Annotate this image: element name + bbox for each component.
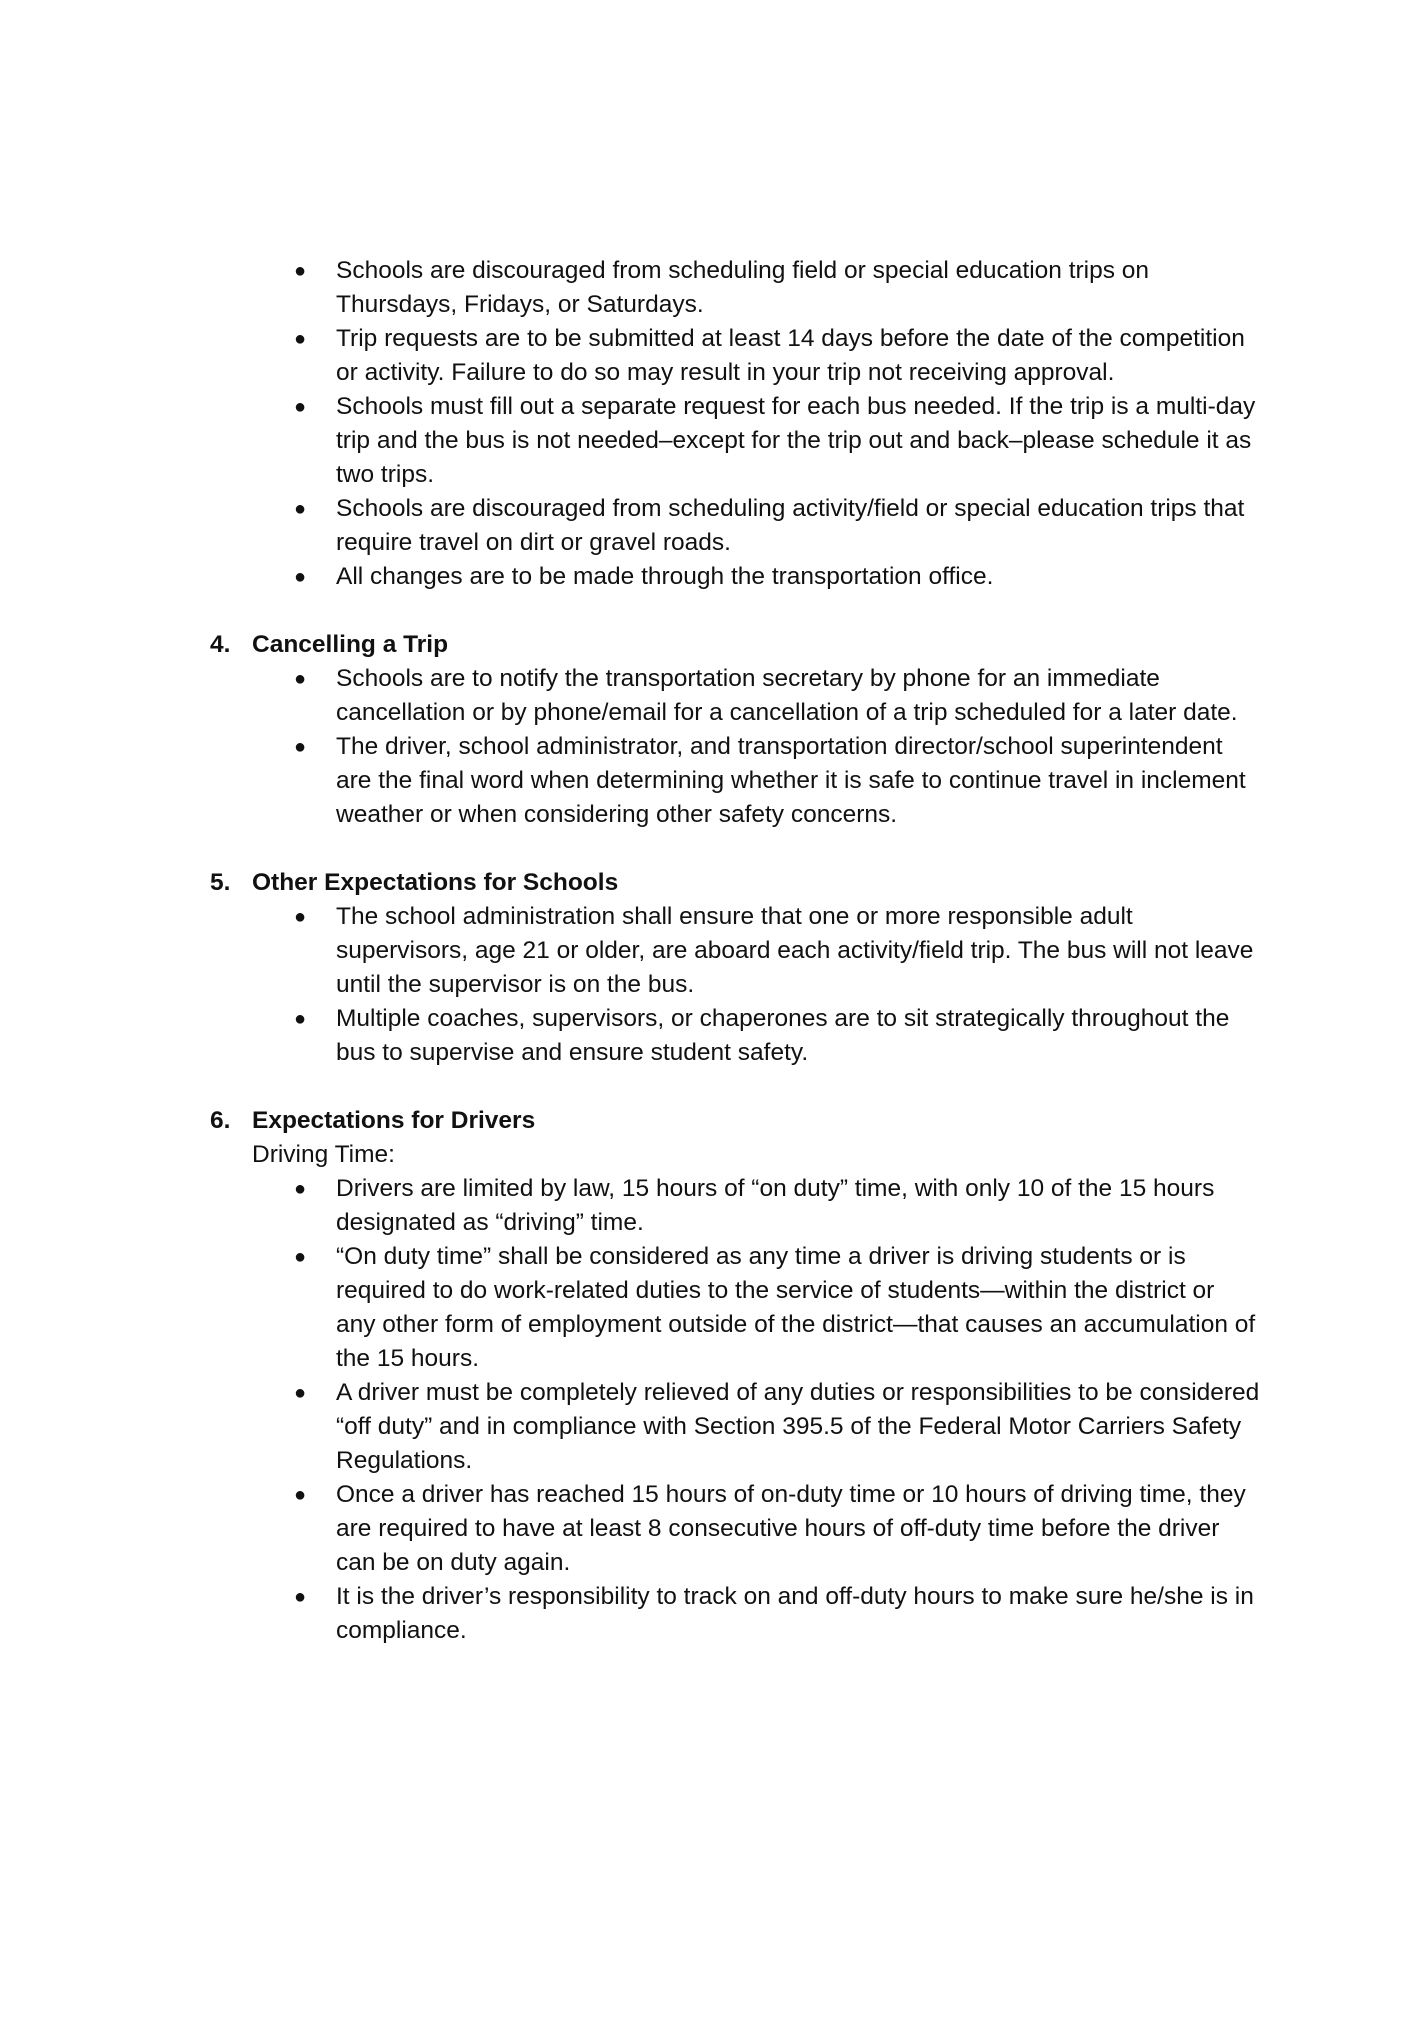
section-title: Other Expectations for Schools <box>252 869 619 896</box>
bullet-icon: ● <box>294 736 307 758</box>
section-number: 4. <box>210 631 231 658</box>
list-item <box>210 730 1260 832</box>
bullet-text: The driver, school administrator, and transportation director/school superintendent are the final word when determining whether it is safe to continue travel in inclement weather or when considering other safety concerns. <box>336 733 1246 828</box>
section-cancelling-a-trip <box>210 628 1260 832</box>
bullet-text: Schools are discouraged from scheduling field or special education trips on Thursdays, Fridays, or Saturdays. <box>336 257 1150 318</box>
bullet-list <box>210 900 1260 1070</box>
bullet-icon: ● <box>294 1178 307 1200</box>
bullet-text: Drivers are limited by law, 15 hours of “on duty” time, with only 10 of the 15 hours designated as “driving” time. <box>336 1175 1215 1236</box>
bullet-text: All changes are to be made through the transportation office. <box>336 563 994 590</box>
bullet-text: A driver must be completely relieved of any duties or responsibilities to be considered “off duty” and in compliance with Section 395.5 of the Federal Motor Carriers Safety Regulations. <box>336 1379 1260 1474</box>
list-item <box>210 1002 1260 1070</box>
section-heading <box>210 1104 1260 1138</box>
list-item <box>210 1172 1260 1240</box>
section-expectations-for-drivers <box>210 1104 1260 1648</box>
list-item <box>210 322 1260 390</box>
list-item <box>210 900 1260 1002</box>
driving-time-subheading: Driving Time: <box>252 1141 395 1168</box>
list-item <box>210 390 1260 492</box>
section-number: 6. <box>210 1107 231 1134</box>
bullet-icon: ● <box>294 396 307 418</box>
bullet-text: Schools are discouraged from scheduling activity/field or special education trips that require travel on dirt or gravel roads. <box>336 495 1245 556</box>
bullet-icon: ● <box>294 260 307 282</box>
bullet-text: Multiple coaches, supervisors, or chaperones are to sit strategically throughout the bus to supervise and ensure student safety. <box>336 1005 1230 1066</box>
bullet-text: Trip requests are to be submitted at least 14 days before the date of the competition or activity. Failure to do so may result in your trip not receiving approval. <box>336 325 1245 386</box>
bullet-icon: ● <box>294 328 307 350</box>
bullet-text: “On duty time” shall be considered as any time a driver is driving students or is required to do work-related duties to the service of students—within the district or any other form of employment outside of the district—that causes an accumulation of the 15 hours. <box>336 1243 1256 1372</box>
section-other-expectations-for-schools <box>210 866 1260 1070</box>
list-item <box>210 560 1260 594</box>
bullet-icon: ● <box>294 498 307 520</box>
bullet-text: Schools are to notify the transportation secretary by phone for an immediate cancellation or by phone/email for a cancellation of a trip scheduled for a later date. <box>336 665 1238 726</box>
section-number: 5. <box>210 869 231 896</box>
section-title: Expectations for Drivers <box>252 1107 536 1134</box>
list-item <box>210 254 1260 322</box>
bullet-list <box>210 1172 1260 1648</box>
bullet-icon: ● <box>294 1008 307 1030</box>
bullet-text: The school administration shall ensure that one or more responsible adult supervisors, age 21 or older, are aboard each activity/field trip. The bus will not leave until the supervisor is on the bus. <box>336 903 1254 998</box>
bullet-icon: ● <box>294 1382 307 1404</box>
section-heading <box>210 628 1260 662</box>
list-item <box>210 1580 1260 1648</box>
bullet-icon: ● <box>294 1586 307 1608</box>
bullet-icon: ● <box>294 1246 307 1268</box>
bullet-text: Schools must fill out a separate request for each bus needed. If the trip is a multi-day trip and the bus is not needed–except for the trip out and back–please schedule it as two trips. <box>336 393 1256 488</box>
bullet-icon: ● <box>294 906 307 928</box>
section-heading <box>210 866 1260 900</box>
bullet-text: It is the driver’s responsibility to track on and off-duty hours to make sure he/she is in compliance. <box>336 1583 1254 1644</box>
bullet-icon: ● <box>294 566 307 588</box>
bullet-icon: ● <box>294 1484 307 1506</box>
section-title: Cancelling a Trip <box>252 631 449 658</box>
intro-bullet-list <box>210 254 1260 594</box>
list-item <box>210 1240 1260 1376</box>
bullet-icon: ● <box>294 668 307 690</box>
list-item <box>210 1478 1260 1580</box>
bullet-list <box>210 662 1260 832</box>
list-item <box>210 1376 1260 1478</box>
list-item <box>210 662 1260 730</box>
list-item <box>210 492 1260 560</box>
bullet-text: Once a driver has reached 15 hours of on-duty time or 10 hours of driving time, they are required to have at least 8 consecutive hours of off-duty time before the driver can be on duty again. <box>336 1481 1246 1576</box>
page-content <box>210 254 1260 1648</box>
